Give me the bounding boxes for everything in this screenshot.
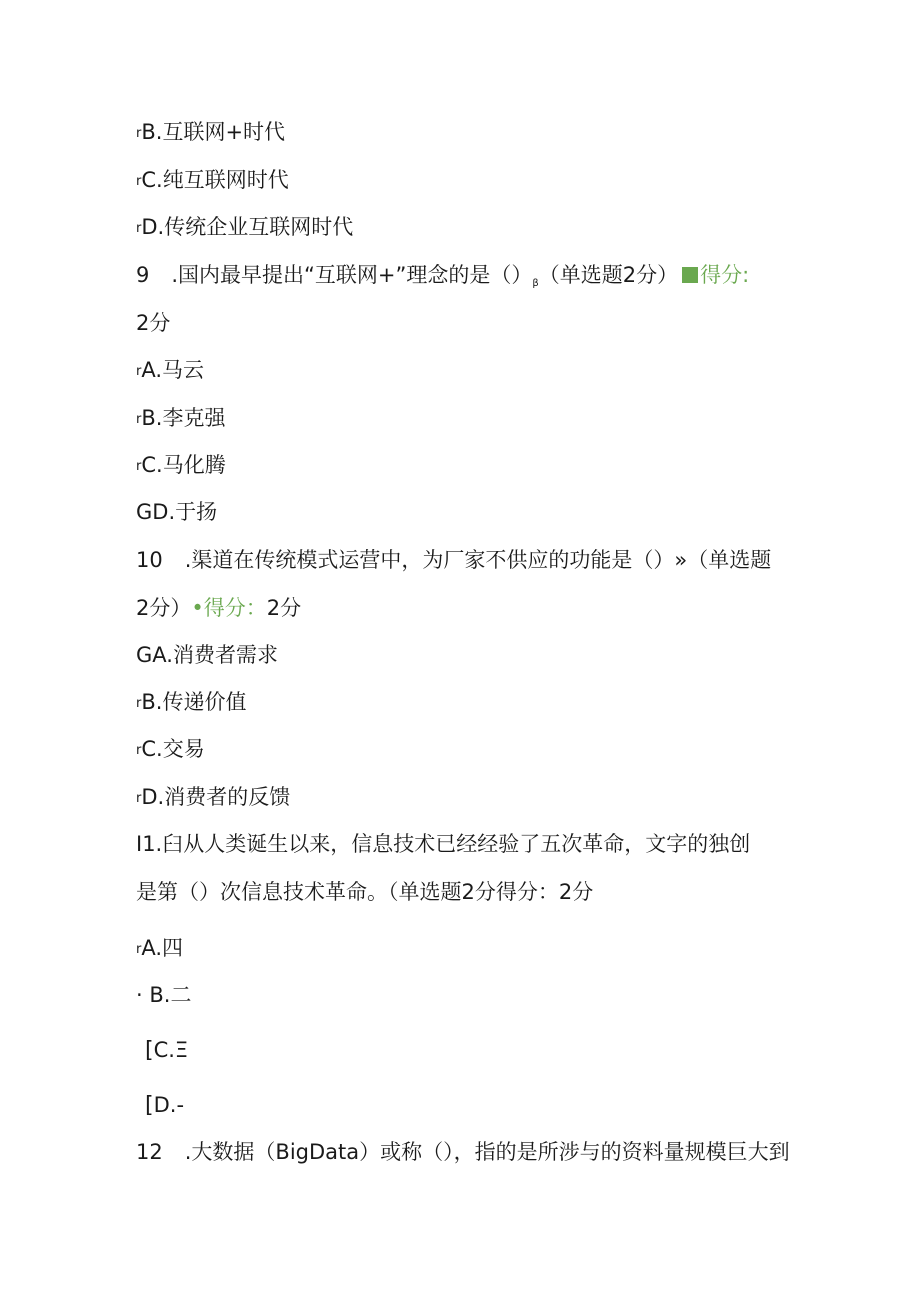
option-text: D.传统企业互联网时代 — [141, 215, 354, 239]
question-10-stem — [136, 545, 771, 575]
option-q11-d[interactable] — [145, 1090, 184, 1121]
question-9-stem — [136, 260, 749, 299]
radio-marker: r — [136, 696, 142, 711]
question-11-line-2: 是第（）次信息技术革命。（单选题2分得分：2分 — [136, 880, 594, 904]
question-sub-mark: β — [532, 278, 539, 289]
option-q9-c[interactable] — [136, 450, 226, 482]
radio-marker: r — [136, 221, 142, 236]
option-q11-c[interactable] — [145, 1035, 188, 1066]
radio-marker: [ — [145, 1038, 154, 1063]
option-q10-c[interactable] — [136, 734, 205, 766]
question-number: 12 — [136, 1140, 163, 1164]
option-q9-b[interactable] — [136, 403, 225, 435]
question-type: 2分） — [136, 596, 192, 620]
radio-marker: G — [136, 500, 153, 524]
option-text: A.消费者需求 — [152, 643, 278, 667]
option-text: A.四 — [141, 936, 184, 960]
option-text: D.于扬 — [152, 500, 218, 524]
score-label: 得分: — [700, 263, 750, 287]
radio-marker: · — [136, 983, 143, 1007]
question-text: .大数据（BigData）或称（），指的是所涉与的资料量规模巨大到 — [184, 1140, 790, 1164]
option-text: C.马化腾 — [141, 453, 226, 477]
option-q9-a[interactable] — [136, 355, 204, 387]
question-12-stem — [136, 1137, 790, 1167]
score-label: •得分： — [191, 596, 267, 620]
radio-marker: r — [136, 791, 142, 806]
option-q10-a[interactable] — [136, 640, 278, 670]
radio-marker: r — [136, 174, 142, 189]
option-q10-b[interactable] — [136, 687, 246, 719]
option-q8-d[interactable] — [136, 212, 353, 244]
option-q8-c[interactable] — [136, 165, 289, 197]
question-type: （单选题2分） — [538, 263, 679, 287]
score-value: 2分 — [136, 311, 171, 335]
option-text: B.传递价值 — [141, 690, 247, 714]
radio-marker: r — [136, 412, 142, 427]
question-text: .渠道在传统模式运营中，为厂家不供应的功能是（）»（单选题 — [184, 548, 772, 572]
question-11-line-1: I1.臼从人类诞生以来，信息技术已经经验了五次革命，文字的独创 — [136, 832, 751, 856]
option-text: C.纯互联网时代 — [141, 168, 289, 192]
question-10-type-line — [136, 593, 301, 623]
radio-marker: G — [136, 643, 153, 667]
option-text: C.Ξ — [153, 1038, 189, 1062]
option-text: B.互联网+时代 — [141, 120, 286, 144]
radio-marker: r — [136, 459, 142, 474]
radio-marker: r — [136, 364, 142, 379]
option-q11-b[interactable] — [136, 980, 191, 1010]
option-q11-a[interactable] — [136, 933, 183, 965]
radio-marker: r — [136, 942, 142, 957]
option-q9-d[interactable] — [136, 497, 217, 527]
option-text: C.交易 — [141, 737, 205, 761]
option-text: A.马云 — [141, 358, 205, 382]
radio-marker: r — [136, 126, 142, 141]
radio-marker: [ — [145, 1093, 154, 1118]
radio-marker: r — [136, 743, 142, 758]
question-text: .国内最早提出“互联网+”理念的是（） — [171, 263, 533, 287]
option-text: D.消费者的反馈 — [141, 785, 291, 809]
option-text: D.- — [153, 1093, 185, 1117]
option-text: B.李克强 — [141, 406, 226, 430]
option-q8-b[interactable] — [136, 117, 285, 149]
option-text: B.二 — [149, 983, 192, 1007]
score-square-icon — [682, 267, 698, 283]
option-q10-d[interactable] — [136, 782, 290, 814]
question-number: 9 — [136, 263, 150, 287]
score-value: 2分 — [266, 596, 302, 620]
question-number: 10 — [136, 548, 163, 572]
